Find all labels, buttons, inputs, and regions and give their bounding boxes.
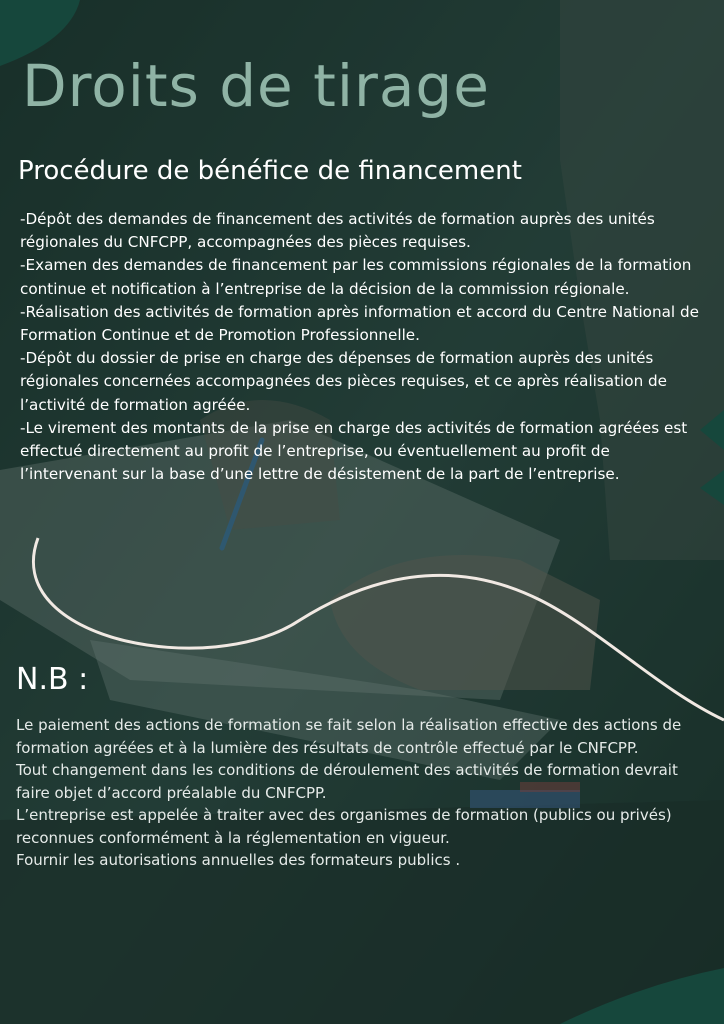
nb-note: Le paiement des actions de formation se fait selon la réalisation effective des actions de formation agréées et à la lumière des résultats de contrôle effectué par le CNFCPP. [16,716,682,757]
section-subtitle: Procédure de bénéfice de financement [18,156,522,186]
procedure-step: -Le virement des montants de la prise en charge des activités de formation agréées est effectué directement au profit de l’entreprise, ou éventuellement au profit de l’intervenant sur la base d’une lettre de désistement de la part de l’entreprise. [20,418,688,484]
procedure-steps [20,208,710,486]
nb-note: L’entreprise est appelée à traiter avec des organismes de formation (publics ou privés) reconnues conformément à la réglementation en vigueur. [16,806,672,847]
page-title: Droits de tirage [22,52,490,120]
procedure-step: -Réalisation des activités de formation après information et accord du Centre National de Formation Continue et de Promotion Professionnelle. [20,302,699,345]
procedure-step: -Dépôt du dossier de prise en charge des dépenses de formation auprès des unités régionales concernées accompagnées des pièces requises, et ce après réalisation de l’activité de formation agréée. [20,349,668,414]
nb-note: Tout changement dans les conditions de déroulement des activités de formation devrait faire objet d’accord préalable du CNFCPP. [16,761,678,802]
procedure-step: -Dépôt des demandes de financement des activités de formation auprès des unités régionales du CNFCPP, accompagnées des pièces requises. [20,210,655,252]
nb-heading: N.B : [16,662,89,697]
procedure-step: -Examen des demandes de financement par les commissions régionales de la formation continue et notification à l’entreprise de la décision de la commission régionale. [20,256,692,298]
nb-note: Fournir les autorisations annuelles des formateurs publics . [16,851,461,869]
nb-notes [16,714,716,872]
